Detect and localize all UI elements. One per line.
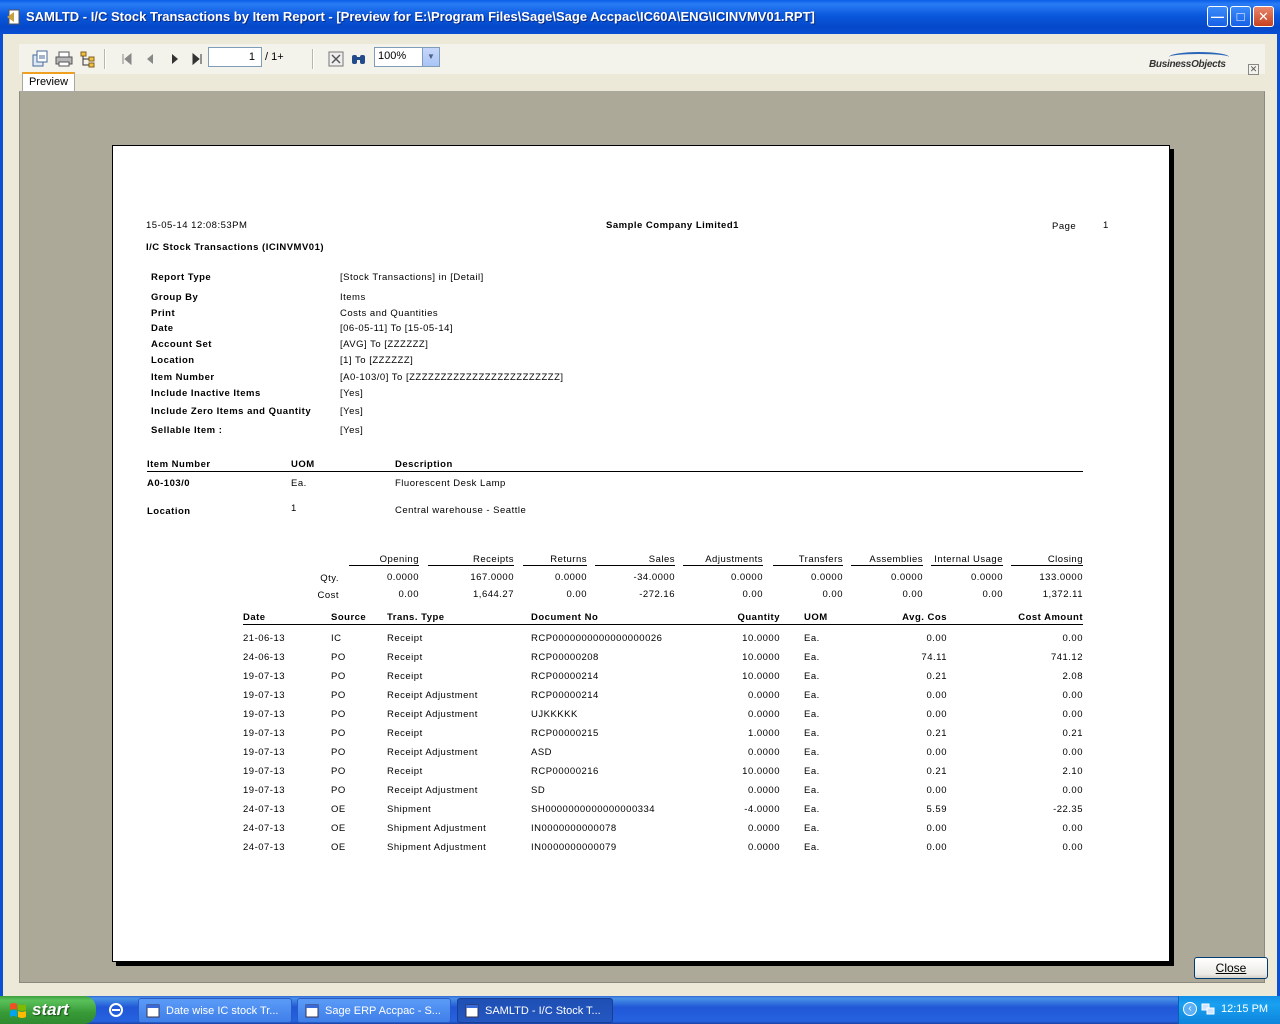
table-cell: RCP0000000000000000026 (531, 633, 663, 644)
table-cell: 0.00 (926, 709, 947, 720)
param-label: Date (151, 323, 174, 334)
param-value: Items (340, 292, 366, 303)
table-cell: 0.0000 (747, 823, 780, 834)
table-cell: 0.00 (926, 785, 947, 796)
summary-qty-cell: 0.0000 (890, 572, 923, 583)
summary-qty-label: Qty. (320, 573, 339, 584)
summary-cost-cell: 0.00 (822, 589, 843, 600)
table-cell: Receipt (387, 633, 423, 644)
summary-cost-cell: 0.00 (742, 589, 763, 600)
zoom-value: 100% (378, 50, 407, 62)
table-cell: 10.0000 (742, 652, 780, 663)
table-cell: 19-07-13 (243, 747, 286, 758)
table-cell: 5.59 (926, 804, 947, 815)
start-button[interactable] (0, 996, 96, 1024)
network-icon[interactable] (1201, 1002, 1215, 1016)
table-cell: 19-07-13 (243, 690, 286, 701)
first-page-icon[interactable] (118, 50, 136, 68)
summary-cost-cell: 1,372.11 (1042, 589, 1083, 600)
export-icon[interactable] (31, 50, 49, 68)
divider (243, 624, 1083, 625)
table-cell: Shipment (387, 804, 432, 815)
param-label: Group By (151, 292, 199, 303)
table-cell: 0.0000 (747, 842, 780, 853)
table-cell: IC (331, 633, 342, 644)
table-cell: 19-07-13 (243, 785, 286, 796)
table-cell: OE (331, 804, 346, 815)
viewer-toolbar (19, 44, 1265, 74)
table-cell: Ea. (804, 671, 820, 682)
table-cell: -4.0000 (744, 804, 780, 815)
taskbar-button-label: Sage ERP Accpac - S... (325, 1005, 441, 1017)
table-cell: 0.21 (1062, 728, 1083, 739)
last-page-icon[interactable] (188, 50, 206, 68)
table-cell: 24-07-13 (243, 823, 286, 834)
table-cell: PO (331, 785, 346, 796)
summary-cost-cell: -272.16 (639, 589, 675, 600)
table-cell: Ea. (804, 652, 820, 663)
taskbar-button-label: SAMLTD - I/C Stock T... (485, 1005, 601, 1017)
table-cell: Receipt (387, 728, 423, 739)
table-cell: PO (331, 747, 346, 758)
param-label: Report Type (151, 272, 212, 283)
table-cell: OE (331, 842, 346, 853)
uom-header: UOM (291, 459, 315, 470)
description-header: Description (395, 459, 453, 470)
table-cell: PO (331, 652, 346, 663)
print-icon[interactable] (55, 50, 73, 68)
table-cell: ASD (531, 747, 553, 758)
table-cell: RCP00000208 (531, 652, 599, 663)
summary-column-header: Opening (379, 554, 419, 565)
table-cell: Receipt Adjustment (387, 747, 478, 758)
summary-qty-cell: 0.0000 (810, 572, 843, 583)
table-cell: Receipt Adjustment (387, 785, 478, 796)
param-label: Include Zero Items and Quantity (151, 406, 312, 417)
table-cell: 10.0000 (742, 766, 780, 777)
table-cell: 0.00 (1062, 633, 1083, 644)
param-value: [1] To [ZZZZZZ] (340, 355, 414, 366)
table-cell: 0.0000 (747, 785, 780, 796)
table-cell: Ea. (804, 633, 820, 644)
chevron-down-icon[interactable]: ▼ (422, 48, 439, 66)
table-cell: PO (331, 766, 346, 777)
window-icon (145, 1003, 161, 1019)
start-label: start (32, 1000, 69, 1019)
summary-column-header: Internal Usage (934, 554, 1003, 565)
page-label: Page (1052, 221, 1077, 232)
table-cell: 0.21 (926, 766, 947, 777)
table-cell: 0.21 (926, 671, 947, 682)
param-label: Include Inactive Items (151, 388, 261, 399)
item-number-header: Item Number (147, 459, 211, 470)
stop-icon[interactable] (327, 50, 345, 68)
column-underline (773, 565, 843, 566)
column-underline (1011, 565, 1083, 566)
group-tree-icon[interactable] (79, 50, 97, 68)
table-cell: 0.00 (926, 823, 947, 834)
table-cell: PO (331, 709, 346, 720)
table-cell: 0.0000 (747, 690, 780, 701)
table-cell: RCP00000214 (531, 671, 599, 682)
brand-logo: BusinessObjects (1149, 59, 1226, 70)
taskbar (0, 996, 1280, 1024)
param-value: [Yes] (340, 425, 364, 436)
table-cell: 0.00 (926, 842, 947, 853)
window-title: SAMLTD - I/C Stock Transactions by Item Report - [Preview for E:\Program Files\Sage\Sage Accpac\IC60A\ENG\ICINVMV01.RPT] (26, 9, 815, 24)
toolbar-separator (104, 49, 106, 69)
table-cell: Receipt (387, 671, 423, 682)
table-cell: 2.10 (1062, 766, 1083, 777)
window-icon (464, 1003, 480, 1019)
table-cell: Receipt Adjustment (387, 709, 478, 720)
summary-cost-cell: 1,644.27 (473, 589, 514, 600)
detail-column-header: Cost Amount (1018, 612, 1083, 623)
close-window-button[interactable] (1253, 6, 1274, 27)
table-cell: 0.00 (926, 690, 947, 701)
detail-column-header: Document No (531, 612, 599, 623)
toolbar-separator (312, 49, 314, 69)
report-datetime: 15-05-14 12:08:53PM (146, 220, 248, 231)
param-label: Location (151, 355, 195, 366)
maximize-button[interactable] (1230, 6, 1251, 27)
page-number: 1 (1103, 220, 1109, 231)
column-underline (428, 565, 514, 566)
next-page-icon[interactable] (165, 50, 183, 68)
table-cell: 0.0000 (747, 747, 780, 758)
table-cell: SD (531, 785, 546, 796)
table-cell: UJKKKKK (531, 709, 578, 720)
table-cell: 0.21 (926, 728, 947, 739)
table-cell: SH0000000000000000334 (531, 804, 656, 815)
table-cell: 0.00 (1062, 690, 1083, 701)
summary-column-header: Returns (550, 554, 587, 565)
table-cell: 21-06-13 (243, 633, 286, 644)
table-cell: Ea. (804, 823, 820, 834)
summary-column-header: Receipts (473, 554, 514, 565)
param-value: [Stock Transactions] in [Detail] (340, 272, 484, 283)
summary-qty-cell: 0.0000 (730, 572, 763, 583)
table-cell: 0.00 (926, 633, 947, 644)
table-cell: Ea. (804, 747, 820, 758)
table-cell: Ea. (804, 804, 820, 815)
report-title: I/C Stock Transactions (ICINVMV01) (146, 242, 325, 253)
close-button-label: Close (1215, 961, 1247, 975)
summary-cost-cell: 0.00 (398, 589, 419, 600)
table-cell: Ea. (804, 690, 820, 701)
summary-column-header: Adjustments (705, 554, 763, 565)
zoom-select[interactable] (374, 47, 440, 67)
divider (147, 471, 1083, 472)
window-icon (304, 1003, 320, 1019)
summary-qty-cell: 0.0000 (554, 572, 587, 583)
table-cell: 24-07-13 (243, 842, 286, 853)
table-cell: Ea. (804, 785, 820, 796)
param-label: Account Set (151, 339, 212, 350)
close-button[interactable] (1194, 957, 1268, 979)
location-code: 1 (291, 503, 297, 514)
tab-preview[interactable]: Preview (22, 72, 75, 92)
column-underline (349, 565, 419, 566)
table-cell: 19-07-13 (243, 709, 286, 720)
taskbar-button[interactable] (297, 998, 451, 1023)
report-page (112, 145, 1170, 962)
table-cell: RCP00000214 (531, 690, 599, 701)
detail-column-header: Avg. Cos (902, 612, 947, 623)
show-hidden-icons-icon[interactable]: ‹ (1183, 1002, 1197, 1016)
table-cell: Ea. (804, 728, 820, 739)
table-cell: PO (331, 671, 346, 682)
column-underline (851, 565, 923, 566)
table-cell: Ea. (804, 842, 820, 853)
param-label: Item Number (151, 372, 215, 383)
windows-flag-icon (9, 1002, 27, 1018)
summary-cost-label: Cost (317, 590, 339, 601)
summary-cost-cell: 0.00 (566, 589, 587, 600)
table-cell: Receipt Adjustment (387, 690, 478, 701)
param-label: Print (151, 308, 176, 319)
table-cell: 19-07-13 (243, 671, 286, 682)
detail-column-header: Date (243, 612, 266, 623)
column-underline (595, 565, 675, 566)
detail-column-header: Quantity (737, 612, 780, 623)
table-cell: 2.08 (1062, 671, 1083, 682)
summary-cost-cell: 0.00 (982, 589, 1003, 600)
item-description: Fluorescent Desk Lamp (395, 478, 506, 489)
summary-column-header: Closing (1047, 554, 1083, 565)
table-cell: 1.0000 (747, 728, 780, 739)
location-label: Location (147, 506, 191, 517)
report-preview-area[interactable] (19, 91, 1265, 983)
table-cell: 74.11 (921, 652, 947, 663)
table-cell: 24-06-13 (243, 652, 286, 663)
table-cell: IN0000000000078 (531, 823, 617, 834)
column-underline (523, 565, 587, 566)
summary-column-header: Transfers (798, 554, 843, 565)
table-cell: Receipt (387, 766, 423, 777)
table-cell: 0.00 (926, 747, 947, 758)
system-tray (1178, 996, 1280, 1024)
table-cell: Ea. (804, 766, 820, 777)
page-number-input[interactable]: 1 (208, 47, 262, 67)
clock: 12:15 PM (1221, 1003, 1269, 1015)
detail-column-header: Source (331, 612, 367, 623)
param-value: [A0-103/0] To [ZZZZZZZZZZZZZZZZZZZZZZZZ] (340, 372, 564, 383)
ie-icon[interactable] (108, 1002, 124, 1018)
summary-cost-cell: 0.00 (902, 589, 923, 600)
item-uom: Ea. (291, 478, 307, 489)
table-cell: 19-07-13 (243, 728, 286, 739)
table-cell: RCP00000216 (531, 766, 599, 777)
app-icon (6, 9, 22, 25)
company-name: Sample Company Limited1 (606, 220, 739, 231)
maximize-icon: □ (1236, 9, 1245, 24)
table-cell: 19-07-13 (243, 766, 286, 777)
table-cell: PO (331, 690, 346, 701)
table-cell: IN0000000000079 (531, 842, 617, 853)
summary-qty-cell: 133.0000 (1039, 572, 1083, 583)
table-cell: 24-07-13 (243, 804, 286, 815)
detail-column-header: Trans. Type (387, 612, 445, 623)
table-cell: 10.0000 (742, 671, 780, 682)
table-cell: RCP00000215 (531, 728, 599, 739)
table-cell: PO (331, 728, 346, 739)
previous-page-icon[interactable] (142, 50, 160, 68)
summary-qty-cell: 0.0000 (970, 572, 1003, 583)
param-value: [Yes] (340, 406, 364, 417)
table-cell: Shipment Adjustment (387, 823, 487, 834)
param-value: [Yes] (340, 388, 364, 399)
table-cell: OE (331, 823, 346, 834)
table-cell: 0.00 (1062, 823, 1083, 834)
column-underline (931, 565, 1003, 566)
table-cell: Ea. (804, 709, 820, 720)
page-total: / 1+ (265, 51, 284, 63)
table-cell: 741.12 (1050, 652, 1083, 663)
table-cell: Receipt (387, 652, 423, 663)
param-value: Costs and Quantities (340, 308, 439, 319)
param-value: [AVG] To [ZZZZZZ] (340, 339, 429, 350)
item-number: A0-103/0 (147, 478, 191, 489)
table-cell: 10.0000 (742, 633, 780, 644)
column-underline (683, 565, 763, 566)
table-cell: Shipment Adjustment (387, 842, 487, 853)
table-cell: 0.0000 (747, 709, 780, 720)
close-icon: ✕ (1258, 9, 1269, 24)
minimize-button[interactable] (1207, 6, 1228, 27)
table-cell: 0.00 (1062, 747, 1083, 758)
summary-qty-cell: 0.0000 (386, 572, 419, 583)
table-cell: 0.00 (1062, 709, 1083, 720)
location-name: Central warehouse - Seattle (395, 505, 527, 516)
summary-qty-cell: 167.0000 (470, 572, 514, 583)
taskbar-button[interactable] (457, 998, 613, 1023)
search-icon[interactable] (350, 50, 368, 68)
summary-column-header: Sales (648, 554, 675, 565)
table-cell: 0.00 (1062, 842, 1083, 853)
window-frame (0, 34, 1280, 996)
table-cell: -22.35 (1053, 804, 1083, 815)
taskbar-button[interactable] (138, 998, 292, 1023)
title-bar[interactable] (0, 0, 1280, 34)
minimize-icon: — (1211, 9, 1224, 24)
summary-qty-cell: -34.0000 (633, 572, 675, 583)
close-pane-icon[interactable]: ✕ (1249, 64, 1258, 74)
param-label: Sellable Item : (151, 425, 223, 436)
summary-column-header: Assemblies (869, 554, 923, 565)
table-cell: 0.00 (1062, 785, 1083, 796)
taskbar-button-label: Date wise IC stock Tr... (166, 1005, 279, 1017)
param-value: [06-05-11] To [15-05-14] (340, 323, 454, 334)
detail-column-header: UOM (804, 612, 828, 623)
